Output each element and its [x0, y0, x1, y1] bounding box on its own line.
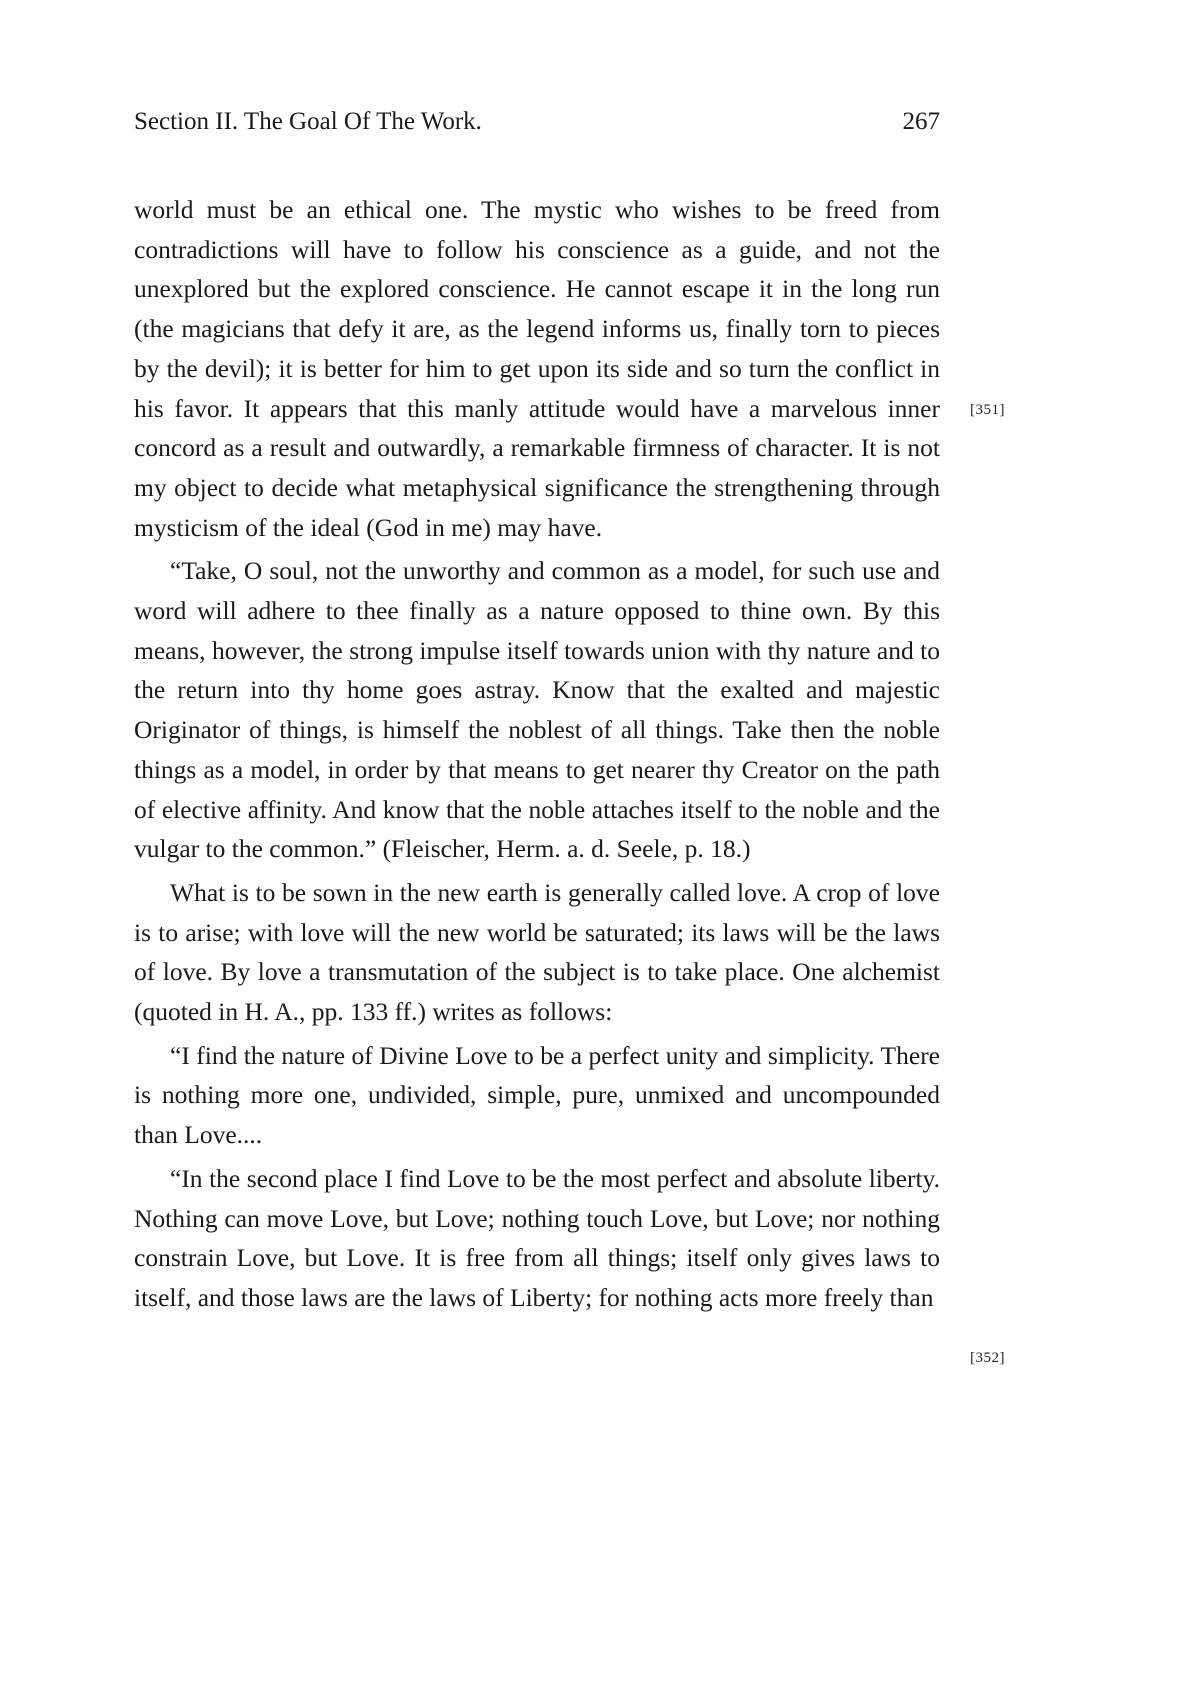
paragraph-love-liberty: “In the second place I find Love to be the most perfect and absolute liberty. Nothing can move Love, but Love; nothing touch Love, but Love; nor nothing constrain Love, but Love. It is free from all things; itself only gives laws to itself, and those laws are the laws of Liberty; for nothing acts more freely than: [134, 1163, 940, 1312]
margin-note-page-ref-352: [352]: [970, 1350, 1005, 1366]
running-head: [134, 104, 940, 140]
paragraph-love-crop: What is to be sown in the new earth is generally called love. A crop of love is to arise; with love will the new world be saturated; its laws will be the laws of love. By love a transmutation of the subject is to take place. One alchemist (quoted in H. A., pp. 133 ff.) writes as follows:: [134, 877, 940, 1027]
page-number: 267: [902, 108, 940, 135]
paragraph-fleischer-quote: “Take, O soul, not the unworthy and common as a model, for such use and word will adhere to thee finally as a nature opposed to thine own. By this means, however, the strong impulse itself towards union with thy nature and to the return into thy home goes astray. Know that the exalted and majestic Originator of things, is himself the noblest of all things. Take then the noble things as a model, in order by that means to get nearer thy Creator on the path of elective affinity. And know that the noble attaches itself to the noble and the vulgar to the common.” (Fleischer, Herm. a. d. Seele, p. 18.): [134, 556, 940, 864]
running-title: Section II. The Goal Of The Work.: [134, 108, 482, 135]
body-text: [134, 190, 940, 1322]
margin-note-page-ref-351: [351]: [970, 402, 1005, 418]
paragraph-divine-love: “I find the nature of Divine Love to be a perfect unity and simplicity. There is nothing more one, undivided, simple, pure, unmixed and uncompounded than Love....: [134, 1040, 940, 1150]
paragraph-continuation: world must be an ethical one. The mystic who wishes to be freed from contradictions will have to follow his conscience as a guide, and not the unexplored but the explored conscience. He cannot escape it in the long run (the magicians that defy it are, as the legend informs us, finally torn to pieces by the devil); it is better for him to get upon its side and so turn the conflict in his favor. It appears that this manly attitude would have a marvelous inner concord as a result and outwardly, a remarkable firmness of character. It is not my object to decide what metaphysical significance the strengthening through mysticism of the ideal (God in me) may have.: [134, 195, 940, 542]
